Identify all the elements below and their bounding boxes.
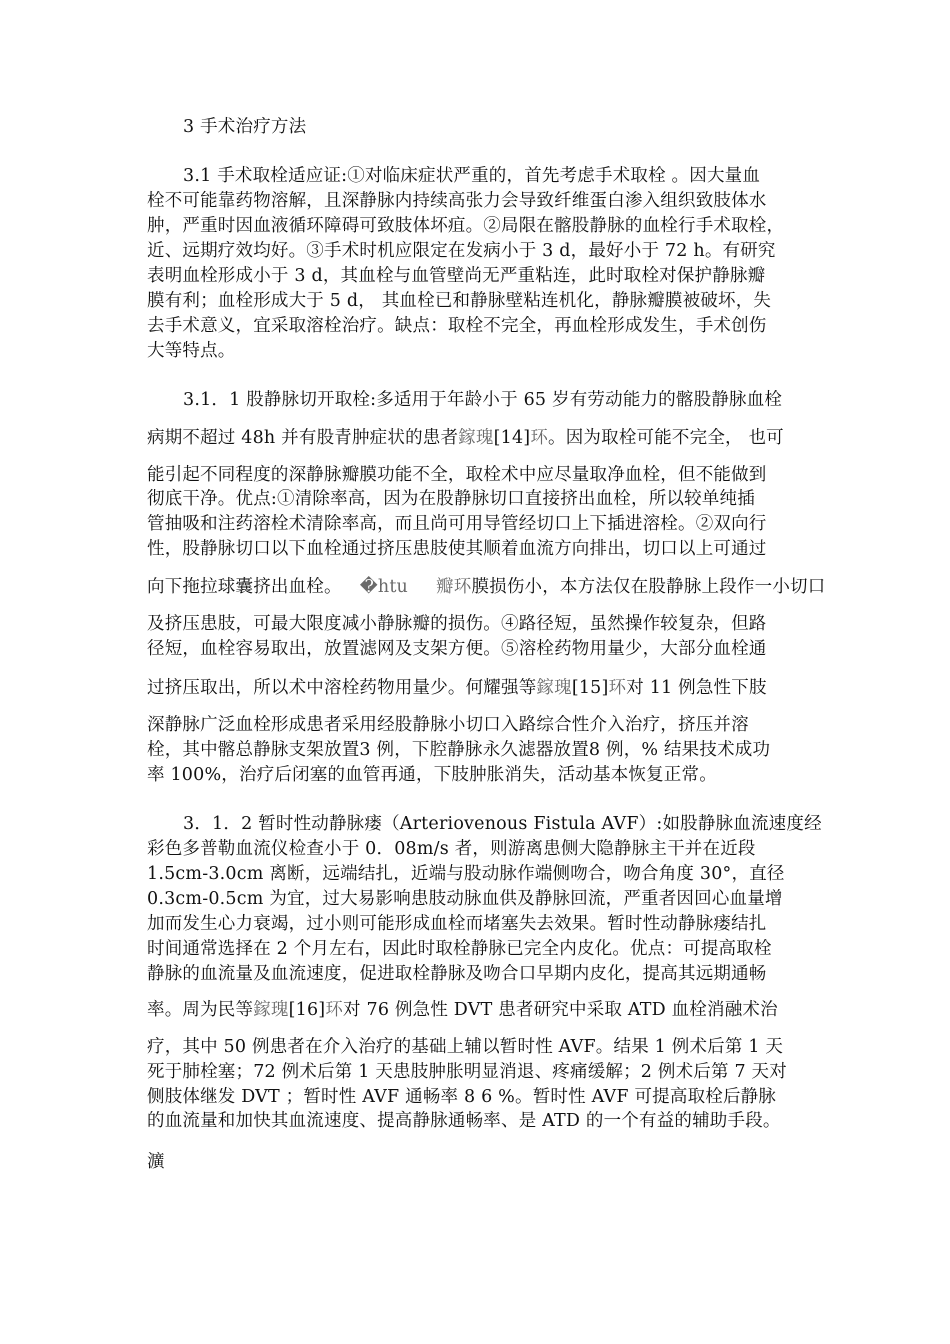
paragraph-line: 近、远期疗效均好。③手术时机应限定在发病小于 3 d，最好小于 72 h。有研究 <box>147 241 776 261</box>
paragraph-line: 1.5cm-3.0cm 离断，远端结扎，近端与股动脉作端侧吻合，吻合角度 30°，直径 <box>147 864 785 884</box>
paragraph-line: 死于肺栓塞；72 例术后第 1 天患肢肿胀明显消退、疼痛缓解；2 例术后第 7 天对 <box>147 1062 787 1082</box>
text-span: 过挤压取出，所以术中溶栓药物用量少。何耀强等 <box>147 678 537 698</box>
paragraph-line: 管抽吸和注药溶栓术清除率高，而且尚可用导管经切口上下插进溶栓。②双向行 <box>147 514 767 534</box>
citation: [14] <box>493 428 531 448</box>
paragraph-line <box>147 430 784 448</box>
paragraph-line: 性，股静脉切口以下血栓通过挤压患肢使其顺着血流方向排出，切口以上可通过 <box>147 539 767 559</box>
paragraph-line: 静脉的血流量及血流速度，促进取栓静脉及吻合口早期内皮化，提高其远期通畅 <box>147 964 767 984</box>
paragraph-line: 侧肢体继发 DVT ；暂时性 AVF 通畅率 8 6 %。暂时性 AVF 可提高取栓后静脉 <box>147 1087 777 1107</box>
encoding-artifact: 环 <box>325 1000 344 1020</box>
citation: [15] <box>571 678 609 698</box>
paragraph-line: 彻底干净。优点:①清除率高，因为在股静脉切口直接挤出血栓，所以较单纯插 <box>147 489 755 509</box>
text-span: 。因为取栓可能不完全， 也可 <box>548 428 784 448</box>
encoding-artifact: 环 <box>608 678 627 698</box>
paragraph-line: 能引起不同程度的深静脉瓣膜功能不全，取栓术中应尽量取净血栓，但不能做到 <box>147 465 767 485</box>
paragraph-line: 大等特点。 <box>147 341 236 361</box>
citation: [16] <box>288 1000 326 1020</box>
paragraph-line: 膜有利；血栓形成大于 5 d， 其血栓已和静脉壁粘连机化，静脉瓣膜被破坏，失 <box>147 291 772 311</box>
paragraph-line: 栓不可能靠药物溶解，且深静脉内持续高张力会导致纤维蛋白渗入组织致肢体水 <box>147 191 767 211</box>
paragraph-line: 3.1．1 股静脉切开取栓:多适用于年龄小于 65 岁有劳动能力的髂股静脉血栓 <box>183 390 783 410</box>
encoding-artifact: �htu <box>359 577 409 597</box>
paragraph-line: 疗，其中 50 例患者在介入治疗的基础上辅以暂时性 AVF。结果 1 例术后第 1 天 <box>147 1037 784 1057</box>
text-span: 率。周为民等 <box>147 1000 254 1020</box>
paragraph-line: 0.3cm-0.5cm 为宜，过大易影响患肢动脉血供及静脉回流，严重者因回心血量增 <box>147 889 783 909</box>
paragraph-line: 加而发生心力衰竭，过小则可能形成血栓而堵塞失去效果。暂时性动静脉瘘结扎 <box>147 914 767 934</box>
paragraph-line: 3.1 手术取栓适应证:①对临床症状严重的，首先考虑手术取栓 。因大量血 <box>183 166 761 186</box>
paragraph-line: 深静脉广泛血栓形成患者采用经股静脉小切口入路综合性介入治疗，挤压并溶 <box>147 715 749 735</box>
text-span: 对 76 例急性 DVT 患者研究中采取 ATD 血栓消融术治 <box>343 1000 778 1020</box>
paragraph-line: 彩色多普勒血流仪检查小于 0．08m/s 者，则游离患侧大隐静脉主干并在近段 <box>147 839 756 859</box>
paragraph-line <box>147 579 825 597</box>
text-span: 向下拖拉球囊挤出血栓。 <box>147 577 342 597</box>
paragraph-line: 去手术意义，宜采取溶栓治疗。缺点：取栓不完全，再血栓形成发生，手术创伤 <box>147 316 767 336</box>
section-heading: 3 手术治疗方法 <box>183 117 307 137</box>
text-span: 对 11 例急性下肢 <box>626 678 767 698</box>
paragraph-line: 率 100%，治疗后闭塞的血管再通，下肢肿胀消失，活动基本恢复正常。 <box>147 765 717 785</box>
encoding-artifact: 环 <box>530 428 549 448</box>
text-span: 病期不超过 48h 并有股青肿症状的患者 <box>147 428 459 448</box>
paragraph-line: 3．1．2 暂时性动静脉瘘（Arteriovenous Fistula AVF）:如股静脉血流速度经 <box>183 814 822 834</box>
encoding-artifact: 瓣环 <box>436 577 472 597</box>
paragraph-line: 时间通常选择在 2 个月左右，因此时取栓静脉已完全内皮化。优点：可提高取栓 <box>147 939 772 959</box>
encoding-artifact: 鎵瑰 <box>458 428 494 448</box>
paragraph-line <box>147 680 767 698</box>
paragraph-line <box>147 1002 778 1020</box>
paragraph-line: 及挤压患肢，可最大限度减小静脉瓣的损伤。④路径短，虽然操作较复杂，但路 <box>147 614 767 634</box>
paragraph-line: 肿，严重时因血液循环障碍可致肢体坏疽。②局限在髂股静脉的血栓行手术取栓， <box>147 216 785 236</box>
encoding-artifact: 鎵瑰 <box>253 1000 289 1020</box>
paragraph-line: 径短，血栓容易取出，放置滤网及支架方便。⑤溶栓药物用量少，大部分血栓通 <box>147 639 767 659</box>
encoding-artifact: 鎵瑰 <box>536 678 572 698</box>
paragraph-line: 表明血栓形成小于 3 d，其血栓与血管壁尚无严重粘连，此时取栓对保护静脉瓣 <box>147 266 766 286</box>
trailing-glyph: 瀇 <box>147 1152 165 1172</box>
paragraph-line: 的血流量和加快其血流速度、提高静脉通畅率、是 ATD 的一个有益的辅助手段。 <box>147 1111 781 1131</box>
text-span: 膜损伤小，本方法仅在股静脉上段作一小切口 <box>471 577 826 597</box>
paragraph-line: 栓，其中髂总静脉支架放置3 例，下腔静脉永久滤器放置8 例，% 结果技术成功 <box>147 740 771 760</box>
